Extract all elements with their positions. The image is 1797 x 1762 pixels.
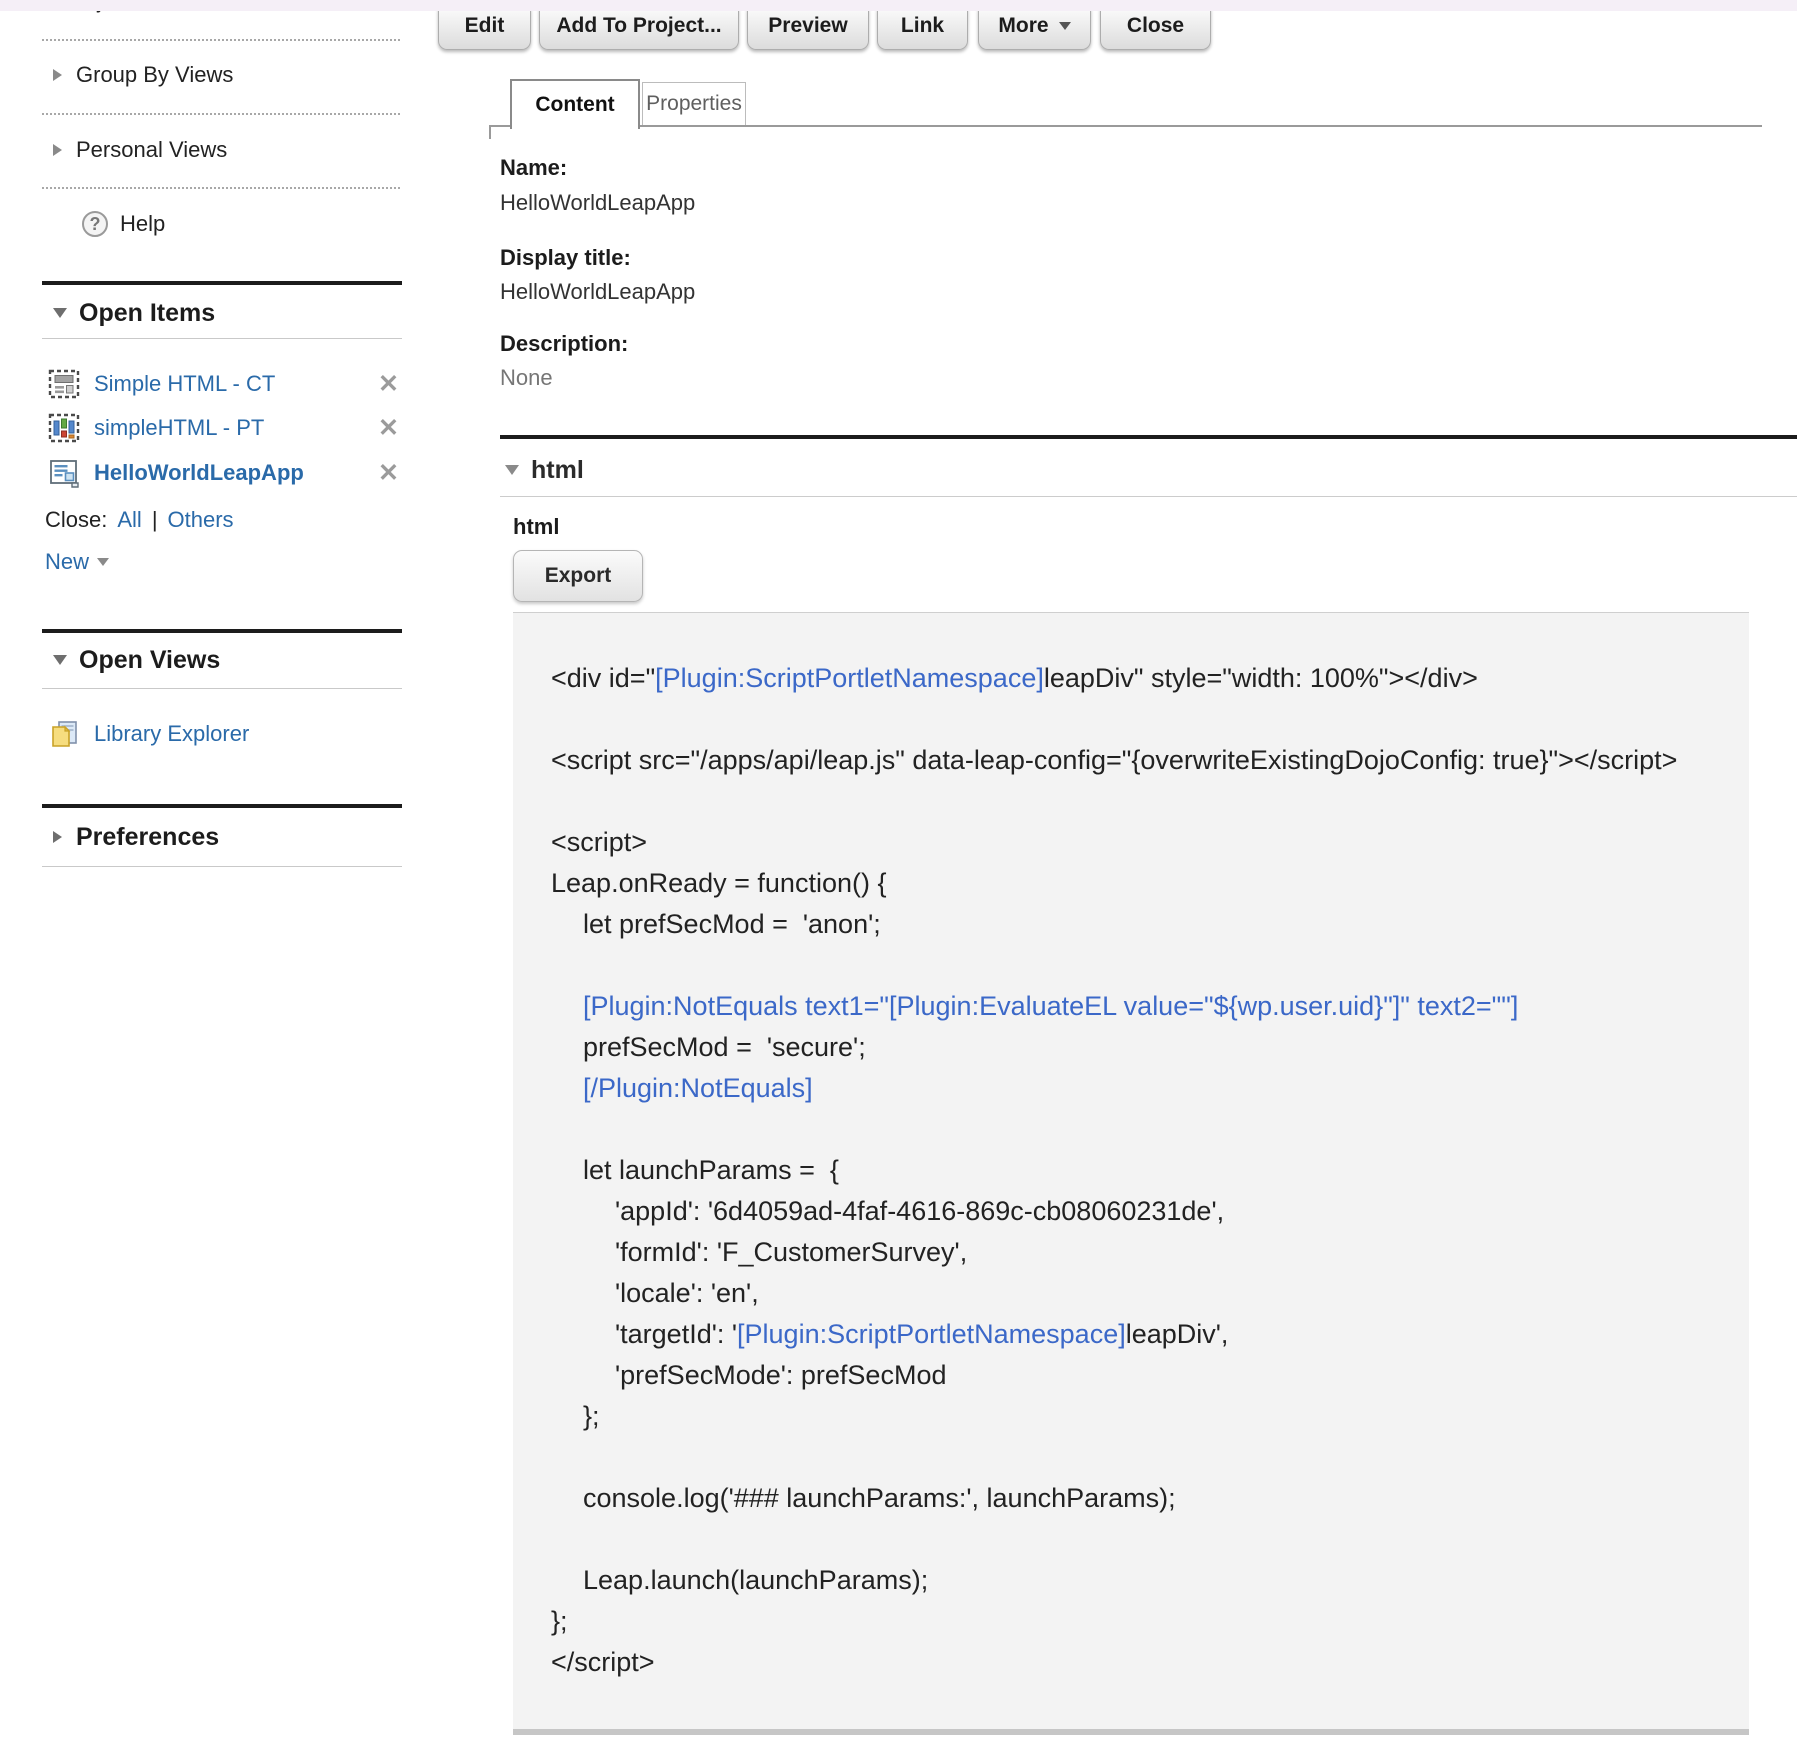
open-item-label: Simple HTML - CT bbox=[94, 371, 276, 396]
code-editor bbox=[513, 612, 1749, 1735]
section-divider bbox=[42, 804, 402, 808]
description-label: Description: bbox=[500, 331, 629, 356]
chevron-right-icon bbox=[53, 831, 62, 843]
name-value: HelloWorldLeapApp bbox=[500, 190, 696, 215]
open-item-helloworldleapapp[interactable] bbox=[48, 457, 400, 489]
help-icon: ? bbox=[82, 211, 108, 237]
code-line bbox=[551, 1109, 1729, 1150]
divider bbox=[42, 39, 400, 41]
divider bbox=[42, 113, 400, 115]
code-line: prefSecMod = 'secure'; bbox=[583, 1032, 866, 1062]
presentation-template-icon bbox=[48, 413, 80, 443]
open-item-simple-html-ct[interactable] bbox=[48, 368, 400, 400]
close-items-row bbox=[45, 505, 234, 535]
button-label: Export bbox=[544, 564, 612, 587]
close-others-link[interactable]: Others bbox=[167, 507, 234, 532]
code-line: <script> bbox=[551, 827, 648, 857]
code-line: Leap.onReady = function() { bbox=[551, 868, 887, 898]
section-divider bbox=[42, 281, 402, 285]
close-label: Close: bbox=[45, 507, 108, 532]
sidebar bbox=[40, 0, 402, 1762]
new-menu-button[interactable] bbox=[45, 547, 109, 577]
section-divider bbox=[42, 629, 402, 633]
code-line: <div id="[Plugin:ScriptPortletNamespace]leapDiv" style="width: 100%"></div> bbox=[551, 663, 1478, 693]
code-line: [/Plugin:NotEquals] bbox=[583, 1073, 813, 1103]
code-line: </script> bbox=[551, 1647, 655, 1677]
close-item-icon[interactable]: ✕ bbox=[378, 369, 399, 398]
sidebar-item-label: Group By Views bbox=[76, 62, 234, 87]
section-divider bbox=[500, 435, 1797, 439]
divider bbox=[500, 496, 1797, 497]
code-line: 'locale': 'en', bbox=[615, 1278, 759, 1308]
open-items-header[interactable] bbox=[53, 298, 215, 328]
tab-content[interactable] bbox=[510, 79, 640, 129]
code-line: <script src="/apps/api/leap.js" data-leap-config="{overwriteExistingDojoConfig: true}"></script> bbox=[551, 745, 1678, 775]
sidebar-item-label: Help bbox=[120, 211, 166, 236]
tab-bar-left-tick bbox=[489, 125, 491, 139]
content-template-icon bbox=[48, 369, 80, 399]
sidebar-item-group-by-views[interactable] bbox=[53, 60, 233, 90]
new-label: New bbox=[45, 549, 90, 574]
chevron-right-icon bbox=[53, 144, 62, 156]
close-item-icon[interactable]: ✕ bbox=[378, 413, 399, 442]
code-line: }; bbox=[583, 1401, 600, 1431]
chevron-down-icon bbox=[53, 655, 67, 665]
tab-label: Content bbox=[535, 93, 615, 116]
section-title: Preferences bbox=[76, 822, 220, 851]
button-label: Link bbox=[900, 14, 945, 37]
code-line: Leap.launch(launchParams); bbox=[583, 1565, 929, 1595]
chevron-down-icon bbox=[97, 558, 109, 566]
sidebar-item-help[interactable] bbox=[82, 209, 165, 239]
name-label: Name: bbox=[500, 155, 568, 180]
chevron-down-icon bbox=[1059, 22, 1071, 30]
export-button[interactable] bbox=[513, 550, 643, 602]
close-item-icon[interactable]: ✕ bbox=[378, 458, 399, 487]
code-line: [Plugin:NotEquals text1="[Plugin:EvaluateEL value="${wp.user.uid}"]" text2=""] bbox=[583, 991, 1519, 1021]
sidebar-item-label: Personal Views bbox=[76, 137, 228, 162]
tab-properties[interactable] bbox=[642, 82, 746, 125]
section-title: html bbox=[531, 455, 584, 484]
code-line bbox=[551, 945, 1729, 986]
button-label: Edit bbox=[464, 14, 505, 37]
display-title-value: HelloWorldLeapApp bbox=[500, 279, 696, 304]
divider bbox=[42, 688, 402, 689]
open-view-label: Library Explorer bbox=[94, 721, 250, 746]
divider: | bbox=[151, 507, 158, 532]
tab-label: Properties bbox=[646, 92, 742, 115]
section-title: Open Items bbox=[79, 298, 216, 327]
divider bbox=[42, 866, 402, 867]
divider bbox=[42, 187, 400, 189]
code-line: 'formId': 'F_CustomerSurvey', bbox=[615, 1237, 968, 1267]
html-field-label: html bbox=[513, 514, 560, 539]
html-section-header[interactable] bbox=[505, 455, 584, 485]
code-line bbox=[551, 781, 1729, 822]
preferences-header[interactable] bbox=[53, 822, 219, 852]
code-line bbox=[551, 699, 1729, 740]
close-all-link[interactable]: All bbox=[117, 507, 142, 532]
open-item-label: HelloWorldLeapApp bbox=[94, 460, 304, 485]
tab-bar-underline bbox=[490, 125, 1762, 127]
code-line: let launchParams = { bbox=[583, 1155, 839, 1185]
button-label: More bbox=[998, 14, 1049, 37]
chevron-down-icon bbox=[505, 465, 519, 475]
code-line: console.log('### launchParams:', launchParams); bbox=[583, 1483, 1176, 1513]
code-line: }; bbox=[551, 1606, 568, 1636]
display-title-label: Display title: bbox=[500, 245, 631, 270]
divider bbox=[42, 338, 402, 339]
chevron-down-icon bbox=[53, 308, 67, 318]
button-label: Add To Project... bbox=[556, 14, 722, 37]
button-label: Close bbox=[1126, 14, 1185, 37]
open-item-simplehtml-pt[interactable] bbox=[48, 412, 400, 444]
library-explorer-icon bbox=[48, 719, 80, 749]
code-line: 'appId': '6d4059ad-4faf-4616-869c-cb08060231de', bbox=[615, 1196, 1225, 1226]
code-line: let prefSecMod = 'anon'; bbox=[583, 909, 881, 939]
code-line: 'targetId': '[Plugin:ScriptPortletNamespace]leapDiv', bbox=[615, 1319, 1229, 1349]
open-view-library-explorer[interactable] bbox=[48, 718, 400, 750]
content-item-icon bbox=[48, 458, 80, 488]
top-strip bbox=[0, 0, 1797, 11]
code-line bbox=[551, 1519, 1729, 1560]
chevron-right-icon bbox=[53, 69, 62, 81]
code-line bbox=[551, 1437, 1729, 1478]
open-views-header[interactable] bbox=[53, 645, 220, 675]
open-item-label: simpleHTML - PT bbox=[94, 415, 265, 440]
sidebar-item-personal-views[interactable] bbox=[53, 135, 227, 165]
button-label: Preview bbox=[768, 14, 848, 37]
description-value: None bbox=[500, 365, 553, 390]
section-title: Open Views bbox=[79, 645, 221, 674]
code-line: 'prefSecMode': prefSecMod bbox=[615, 1360, 947, 1390]
